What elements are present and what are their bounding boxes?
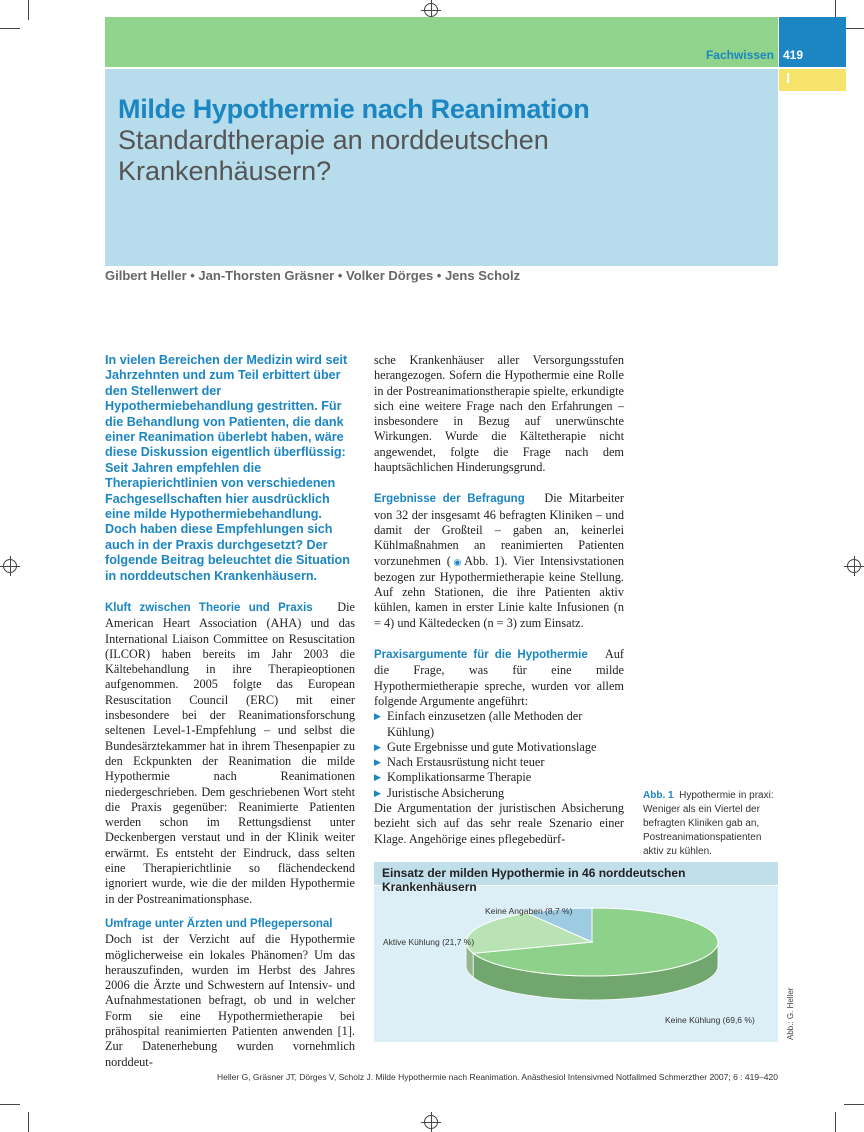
list-item: ▶ Juristische Absicherung	[374, 786, 624, 801]
citation-footer: Heller G, Gräsner JT, Dörges V, Scholz J. Milde Hypothermie nach Reanimation. Anästhesiol Intensivmed Notfallmed Schmerzther 2007; 6 : 419–420	[217, 1072, 778, 1082]
figure-ref-icon: ◉	[450, 556, 465, 567]
author-list: Gilbert Heller • Jan-Thorsten Gräsner • Volker Dörges • Jens Scholz	[105, 268, 521, 283]
figure-credit: Abb.: G. Heller	[786, 987, 795, 1040]
registration-mark-icon	[424, 1115, 438, 1129]
section-text: Die American Heart Association (AHA) und das International Liaison Committee on Resuscitation (ILCOR) haben bereits im Jahr 2003 die Kältebehandlung in ihre Therapieoptionen aufgenommen. 2005 folgte das European Resuscitation Council (ERC) mit einer insbesondere bei der Reanimationsforschung seltenen Level-1-Empfehlung – und selbst die Bundesärztekammer hat in ihrem Thesenpapier zu den Eckpunkten der Reanimation die milde Hypothermie nach Reanimationen niedergeschrieben. Dem geschriebenen Wort steht die Praxis gegenüber: Reanimierte Patienten werden schon im Rettungsdienst unter Deckenbergen verstaut und in der Klinik weiter erwärmt. Es entsteht der Eindruck, dass selten eine Therapierichtlinie so flächendeckend ignoriert wurde, wie die der milden Hypothermie in der Postreanimationsphase.	[105, 600, 355, 906]
figure-caption-label: Abb. 1	[643, 790, 674, 801]
section-text: Doch ist der Verzicht auf die Hypothermie möglicherweise ein lokales Phänomen? Um das herauszufinden, wurden im Herbst des Jahres 2006 die Ärzte und Schwestern auf Intensiv- und Aufnahmestationen befragt, ob und in welcher Form sie eine Hypothermietherapie bei prähospital reanimierten Patienten anwenden [1]. Zur Datenerhebung wurden vornehmlich norddeut-	[105, 932, 355, 1069]
page-number: 419	[783, 48, 804, 62]
registration-mark-icon	[847, 559, 861, 573]
body-column-1	[105, 600, 355, 1070]
chapter-tab-marker: I	[786, 70, 791, 87]
section-heading: Kluft zwischen Theorie und Praxis	[105, 602, 313, 614]
argument-list	[374, 709, 624, 801]
registration-mark-icon	[424, 3, 438, 17]
chapter-tab	[779, 69, 846, 91]
paragraph-praxis-continued: Die Argumentation der juristischen Absicherung bezieht sich auf das sehr reale Szenario einer Klage. Angehörige eines pflegebedürf-	[374, 801, 624, 846]
section-label: Fachwissen	[705, 48, 774, 62]
list-item: ▶ Nach Erstausrüstung nicht teuer	[374, 755, 624, 770]
crop-mark	[844, 1104, 864, 1105]
paragraph-col2-intro: sche Krankenhäuser aller Versorgungsstufen herangezogen. Sofern die Hypothermie eine Rolle in der Postreanimationstherapie spielte, erkundigte sich eine weitere Frage nach den Erfahrungen – insbesondere in Bezug auf unerwünschte Wirkungen. Wurde die Kältetherapie nicht angewendet, folgte die Frage nach dem hauptsächlichen Hinderungsgrund.	[374, 353, 624, 475]
pie-chart-top	[466, 908, 718, 976]
figure-caption	[643, 789, 783, 859]
paragraph-praxis	[374, 647, 624, 709]
section-heading: Ergebnisse der Befragung	[374, 493, 525, 506]
section-heading: Praxisargumente für die Hypothermie	[374, 649, 588, 662]
list-item: ▶ Komplikationsarme Therapie	[374, 770, 624, 785]
crop-mark	[835, 1112, 836, 1132]
paragraph-umfrage	[105, 916, 355, 1070]
section-text: ). Vier Intensivstationen bezogen zur Hypothermietherapie keine Stellung. Auf zehn Stationen, die ihre Patienten aktiv kühlen, kamen in erster Linie kalte Infusionen (n = 4) und Kältedecken (n = 3) zum Einsatz.	[374, 553, 624, 630]
figure-caption-text: Hypothermie in praxi: Weniger als ein Viertel der befragten Kliniken gab an, Postreanimationspatienten aktiv zu kühlen.	[643, 790, 774, 857]
pie-label-aktive-kuehlung: Aktive Kühlung (21,7 %)	[383, 937, 475, 947]
section-text: Auf die Frage, was für eine milde Hypothermietherapie spreche, wurden vor allem folgende Argumente angeführt:	[374, 647, 624, 708]
figure-reference-link[interactable]: Abb. 1	[464, 553, 501, 568]
pie-label-keine-angaben: Keine Angaben (8,7 %)	[485, 906, 573, 916]
paragraph-kluft	[105, 600, 355, 907]
crop-mark	[0, 1104, 20, 1105]
paragraph-ergebnisse	[374, 491, 624, 631]
crop-mark	[28, 0, 29, 20]
crop-mark	[844, 28, 864, 29]
lead-paragraph: In vielen Bereichen der Medizin wird seit Jahrzehnten und zum Teil erbittert über den Stellenwert der Hypothermiebehandlung gestritten. Für die Behandlung von Patienten, die dank einer Reanimation überlebt haben, wäre diese Diskussion eigentlich überflüssig: Seit Jahren empfehlen die Therapierichtlinien von verschiedenen Fachgesellschaften hier ausdrücklich eine milde Hypothermiebehandlung. Doch haben diese Empfehlungen sich auch in der Praxis durchgesetzt? Der folgende Beitrag beleuchtet die Situation in norddeutschen Krankenhäusern.	[105, 353, 350, 583]
body-column-2	[374, 353, 624, 847]
chart-title-bar	[374, 862, 778, 894]
chart-title: Einsatz der milden Hypothermie in 46 norddeutschen Krankenhäusern	[382, 866, 686, 894]
list-item: ▶ Einfach einzusetzen (alle Methoden der Kühlung)	[374, 709, 624, 740]
list-item: ▶ Gute Ergebnisse und gute Motivationslage	[374, 740, 624, 755]
crop-mark	[28, 1112, 29, 1132]
pie-label-keine-kuehlung: Keine Kühlung (69,6 %)	[665, 1015, 755, 1025]
article-subtitle: Standardtherapie an norddeutschen Krankenhäusern?	[118, 125, 549, 186]
crop-mark	[0, 28, 20, 29]
article-title: Milde Hypothermie nach Reanimation	[118, 94, 590, 124]
section-text: Die Mitarbeiter von 32 der insgesamt 46 befragten Kliniken – und damit der Großteil – gaben an, keinerlei Kühlmaßnahmen an reanimierten Patienten vorzunehmen (	[374, 491, 624, 568]
header-bar	[105, 17, 778, 67]
section-heading: Umfrage unter Ärzten und Pflegepersonal	[105, 917, 333, 930]
registration-mark-icon	[3, 559, 17, 573]
